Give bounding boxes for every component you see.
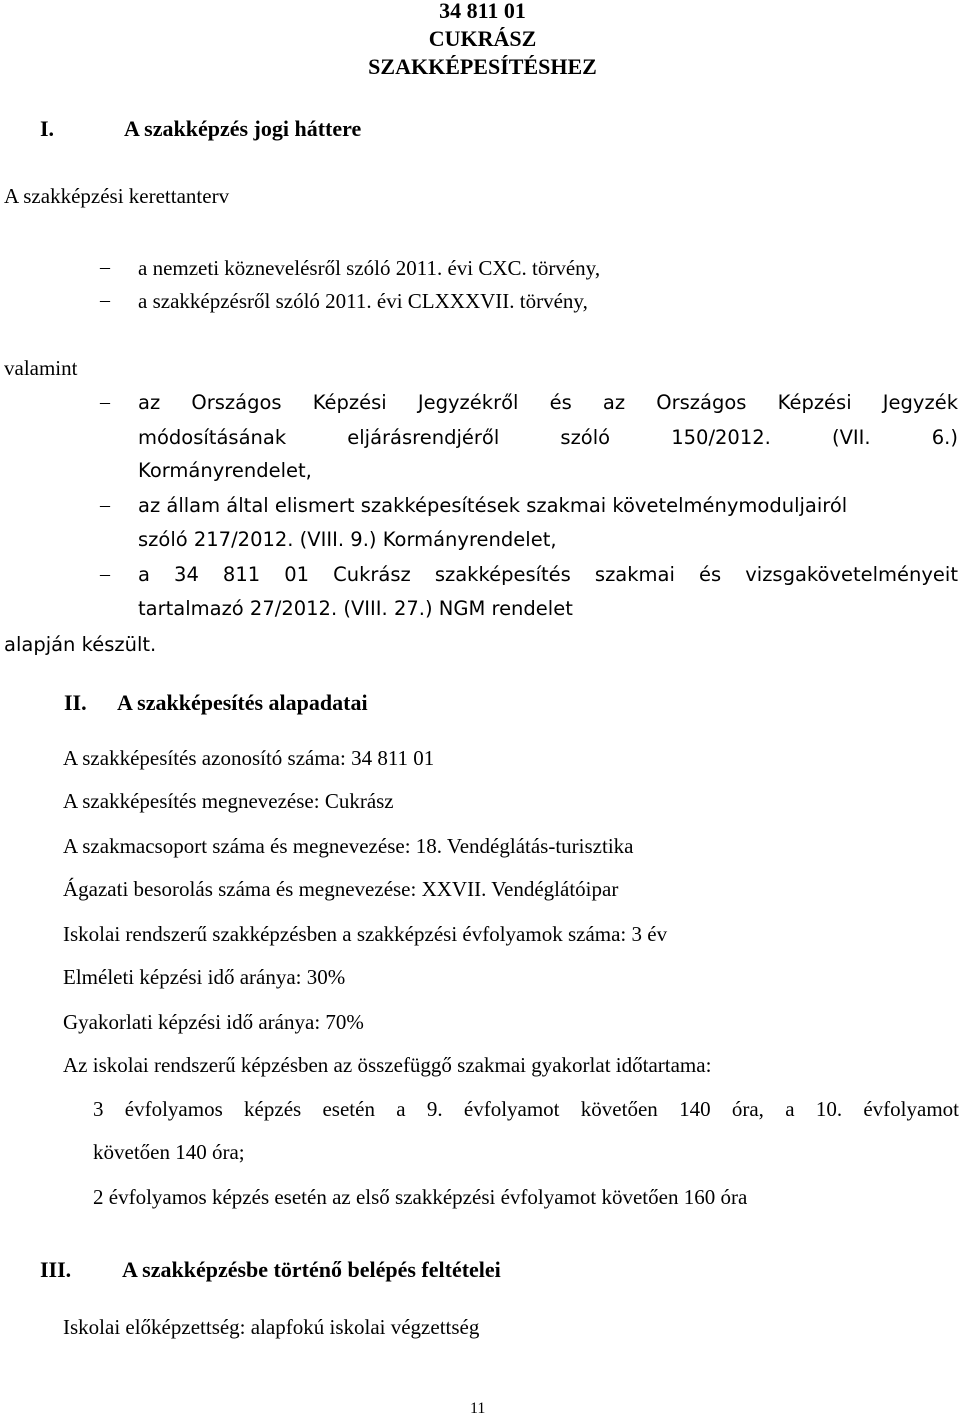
practice-line: követően 140 óra; <box>93 1140 245 1164</box>
section-1-intro: A szakképzési kerettanterv <box>4 184 230 208</box>
data-line: Iskolai előképzettség: alapfokú iskolai végzettség <box>63 1315 480 1339</box>
page-number: 11 <box>470 1400 486 1417</box>
data-line: Az iskolai rendszerű képzésben az összefüggő szakmai gyakorlat időtartama: <box>63 1053 712 1077</box>
document-profession: CUKRÁSZ <box>428 26 537 51</box>
document-title-suffix: SZAKKÉPESÍTÉSHEZ <box>368 54 597 79</box>
data-line: Iskolai rendszerű szakképzésben a szakképzési évfolyamok száma: 3 év <box>63 922 668 946</box>
section-3-numeral: III. <box>40 1257 72 1282</box>
closing-text: alapján készült. <box>4 633 157 656</box>
dash-bullet: – <box>100 391 110 413</box>
dash-bullet: – <box>100 494 110 516</box>
regulation-line: a 34 811 01 Cukrász szakképesítés szakmai és vizsgakövetelményeit <box>138 563 958 586</box>
practice-line: 2 évfolyamos képzés esetén az első szakképzési évfolyamot követően 160 óra <box>93 1185 748 1209</box>
section-1-numeral: I. <box>40 116 55 141</box>
law-item: a szakképzésről szóló 2011. évi CLXXXVII. törvény, <box>138 289 588 313</box>
data-line: A szakmacsoport száma és megnevezése: 18. Vendéglátás-turisztika <box>63 834 634 858</box>
dash-bullet: – <box>100 289 110 311</box>
data-line: A szakképesítés azonosító száma: 34 811 01 <box>63 746 435 770</box>
data-line: Gyakorlati képzési idő aránya: 70% <box>63 1010 364 1034</box>
dash-bullet: – <box>100 563 110 585</box>
section-2-title: A szakképesítés alapadatai <box>117 690 368 715</box>
document-code: 34 811 01 <box>439 0 526 23</box>
dash-bullet: – <box>100 256 110 278</box>
connector-text: valamint <box>4 356 78 380</box>
data-line: Elméleti képzési idő aránya: 30% <box>63 965 346 989</box>
regulation-line: Kormányrendelet, <box>138 459 312 482</box>
regulation-line: szóló 217/2012. (VIII. 9.) Kormányrendelet, <box>138 528 557 551</box>
practice-line: 3 évfolyamos képzés esetén a 9. évfolyamot követően 140 óra, a 10. évfolyamot <box>93 1097 959 1121</box>
regulation-line: tartalmazó 27/2012. (VIII. 27.) NGM rendelet <box>138 597 573 620</box>
regulation-line: az Országos Képzési Jegyzékről és az Országos Képzési Jegyzék <box>138 391 958 414</box>
data-line: A szakképesítés megnevezése: Cukrász <box>63 789 394 813</box>
section-1-title: A szakképzés jogi háttere <box>124 116 362 141</box>
regulation-line: módosításának eljárásrendjéről szóló 150/2012. (VII. 6.) <box>138 426 958 449</box>
data-line: Ágazati besorolás száma és megnevezése: XXVII. Vendéglátóipar <box>63 877 619 901</box>
section-3-title: A szakképzésbe történő belépés feltételei <box>122 1257 501 1282</box>
section-2-numeral: II. <box>64 690 87 715</box>
law-item: a nemzeti köznevelésről szóló 2011. évi CXC. törvény, <box>138 256 601 280</box>
regulation-line: az állam által elismert szakképesítések szakmai követelménymoduljairól <box>138 494 848 517</box>
